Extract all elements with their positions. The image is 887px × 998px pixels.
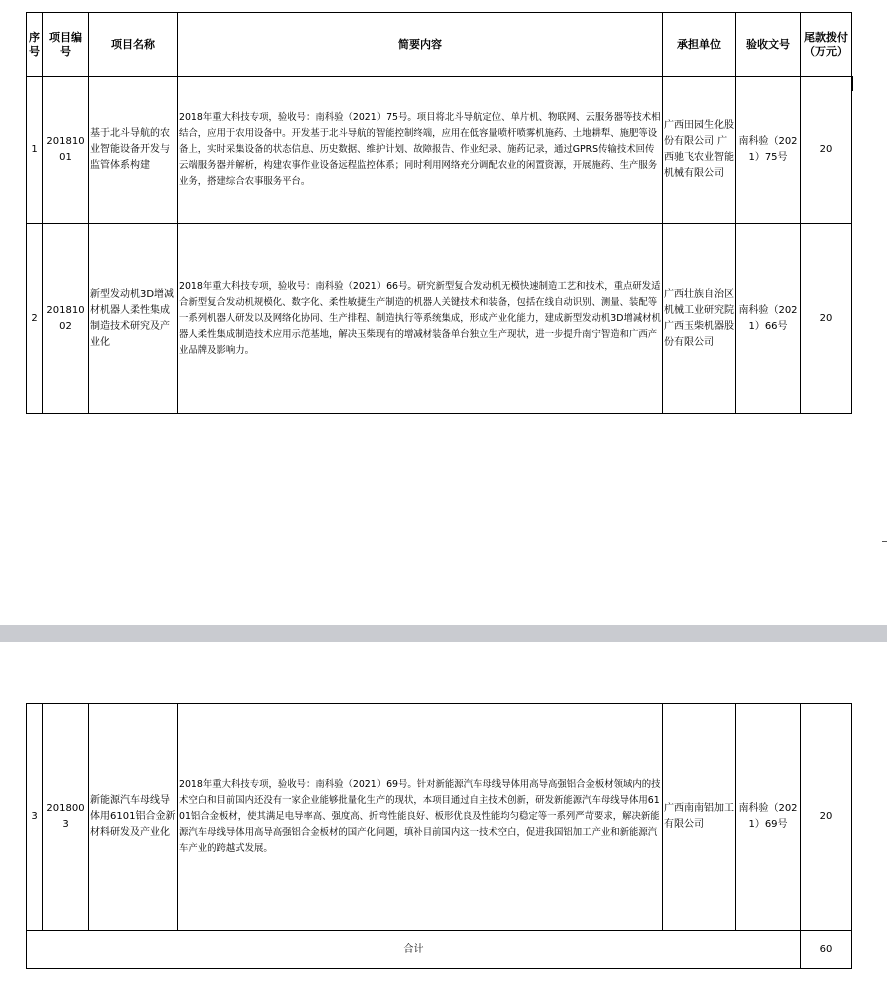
- projects-table: [26, 12, 852, 414]
- cell-funds: 20: [801, 224, 852, 414]
- cell-name: 基于北斗导航的农业智能设备开发与监管体系构建: [89, 77, 178, 224]
- cell-doc: 南科验（2021）75号: [736, 77, 801, 224]
- cell-funds: 20: [801, 77, 852, 224]
- table-row: [27, 224, 852, 414]
- cell-doc: 南科验（2021）69号: [736, 704, 801, 931]
- cursor-mark: [851, 76, 853, 91]
- header-doc: 验收文号: [736, 13, 801, 77]
- cell-seq: 3: [27, 704, 43, 931]
- cell-summary: 2018年重大科技专项，验收号：南科验（2021）75号。项目将北斗导航定位、单片机、物联网、云服务器等技术相结合，应用于农用设备中。开发基于北斗导航的智能控制终端，应用在低容量喷杆喷雾机施药、土地耕犁、施肥等设备上，实时采集设备的状态信息、历史数据、维护计划、故障报告、作业纪录、施药记录，通过GPRS传输技术回传云端服务器并解析，构建农事作业设备远程监控体系；同时利用网络充分调配农业的闲置资源，开展施药、生产服务业务，搭建综合农事服务平台。: [178, 77, 663, 224]
- cell-unit: 广西壮族自治区机械工业研究院 广西玉柴机器股份有限公司: [663, 224, 736, 414]
- page-separator: [0, 625, 887, 642]
- cell-code: 20181002: [43, 224, 89, 414]
- cell-code: 20181001: [43, 77, 89, 224]
- cell-name: 新型发动机3D增减材机器人柔性集成制造技术研究及产业化: [89, 224, 178, 414]
- total-label: 合计: [27, 931, 801, 969]
- header-seq: 序号: [27, 13, 43, 77]
- cell-doc: 南科验（2021）66号: [736, 224, 801, 414]
- total-funds: 60: [801, 931, 852, 969]
- cell-summary: 2018年重大科技专项，验收号：南科验（2021）69号。针对新能源汽车母线导体用高导高强铝合金板材领域内的技术空白和目前国内还没有一家企业能够批量化生产的现状，本项目通过自主技术创新，研发新能源汽车母线导体用6101铝合金板材，使其满足电导率高、强度高、折弯性能良好、板形优良及性能均匀稳定等一系列严苛要求，解决新能源汽车母线导体用高导高强铝合金板材的国产化问题，填补目前国内这一技术空白，促进我国铝加工产业和新能源汽车产业的跨越式发展。: [178, 704, 663, 931]
- ruler-tick: [882, 541, 887, 542]
- projects-table-continued: [26, 703, 852, 969]
- cell-seq: 1: [27, 77, 43, 224]
- header-unit: 承担单位: [663, 13, 736, 77]
- cell-funds: 20: [801, 704, 852, 931]
- total-row: [27, 931, 852, 969]
- header-name: 项目名称: [89, 13, 178, 77]
- header-row: [27, 13, 852, 77]
- cell-seq: 2: [27, 224, 43, 414]
- header-summary: 简要内容: [178, 13, 663, 77]
- cell-code: 2018003: [43, 704, 89, 931]
- cell-summary: 2018年重大科技专项，验收号：南科验（2021）66号。研究新型复合发动机无模快速制造工艺和技术，重点研发适合新型复合发动机规模化、数字化、柔性敏捷生产制造的机器人关键技术和装备，包括在线自动识别、测量、装配等一系列机器人研发以及网络化协同、生产排程、制造执行等系统集成，形成产业化能力，建成新型发动机3D增减材机器人柔性集成制造技术应用示范基地，解决玉柴现有的增减材装备单台独立生产现状，进一步提升南宁智造和广西产业品牌及影响力。: [178, 224, 663, 414]
- header-funds: 尾款拨付（万元）: [801, 13, 852, 77]
- page-2: [0, 642, 887, 998]
- header-code: 项目编号: [43, 13, 89, 77]
- table-row: [27, 704, 852, 931]
- table-row: [27, 77, 852, 224]
- cell-unit: 广西田园生化股份有限公司 广西驰飞农业智能机械有限公司: [663, 77, 736, 224]
- cell-unit: 广西南南铝加工有限公司: [663, 704, 736, 931]
- cell-name: 新能源汽车母线导体用6101铝合金新材料研发及产业化: [89, 704, 178, 931]
